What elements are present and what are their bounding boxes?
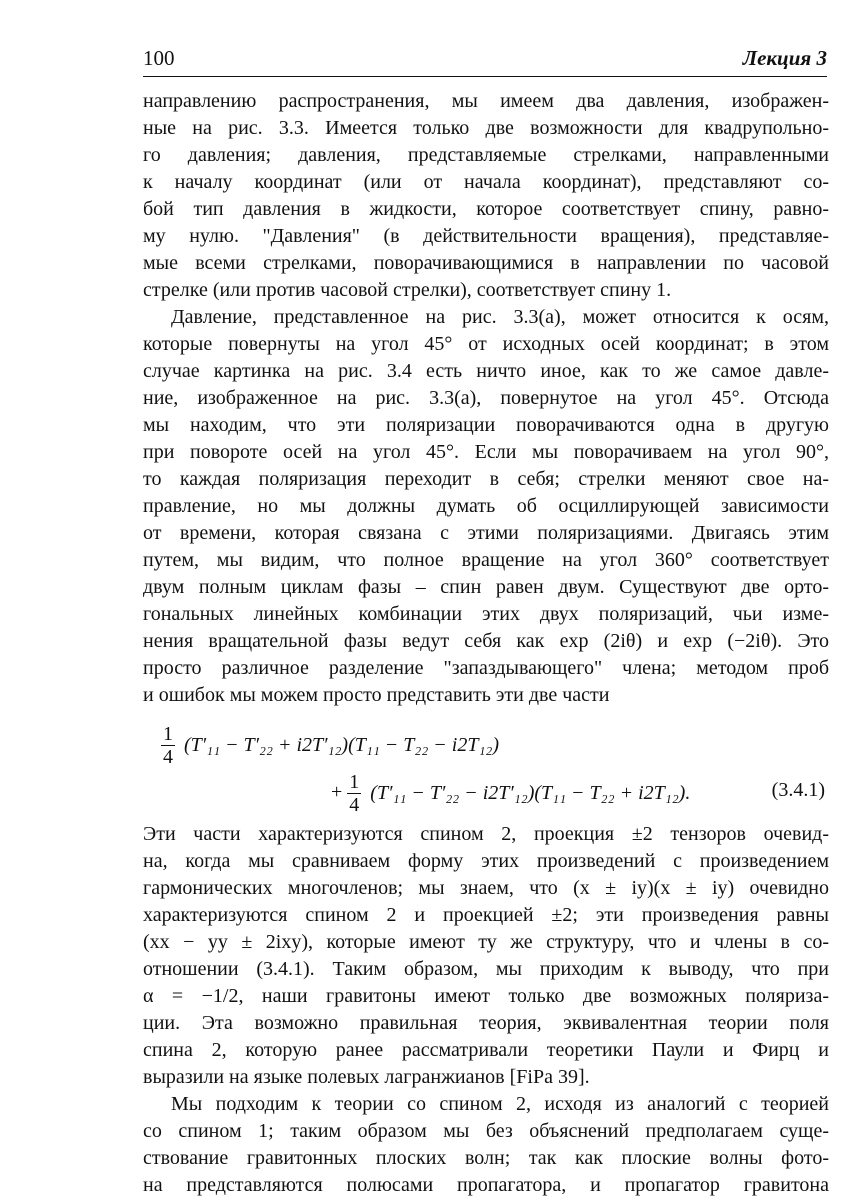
paragraph-2 [143,304,829,709]
plus-sign: + [331,781,343,804]
text-line: Давление, представленное на рис. 3.3(a), может относится к осям, [171,306,829,328]
text-line: мы находим, что эти поляризации поворачиваются одна в другую [143,414,829,436]
text-line: му нулю. "Давления" (в действительности вращения), представляе- [143,225,829,247]
text-line: стрелке (или против часовой стрелки), соответствует спину 1. [143,279,672,301]
text-line: спина 2, которую ранее рассматривали теоретики Паули и Фирц и [143,1039,829,1061]
fraction-denominator: 4 [349,794,360,816]
text-line: выразили на языке полевых лагранжианов [FiPa 39]. [143,1066,590,1088]
text-line: то каждая поляризация переходит в себя; стрелки меняют свое на- [143,468,829,490]
equation-3-4-1 [143,717,829,817]
text-line: бой тип давления в жидкости, которое соответствует спину, равно- [143,198,829,220]
text-line: характеризуются спином 2 и проекцией ±2; эти произведения равны [143,904,829,926]
page-number: 100 [143,46,175,70]
text-line: ствование гравитонных плоских волн; так как плоские волны фото- [143,1147,829,1169]
text-line: нения вращательной фазы ведут себя как exp (2iθ) и exp (−2iθ). Это [143,630,829,652]
text-line: на, когда мы сравниваем форму этих произведений с произведением [143,850,829,872]
equation-line-1 [161,723,499,768]
text-line: к началу координат (или от начала координат), представляют со- [143,171,829,193]
text-line: Мы подходим к теории со спином 2, исходя из аналогий с теорией [171,1093,829,1115]
fraction-numerator: 1 [163,723,173,745]
body-text [143,88,829,1199]
text-line: при повороте осей на угол 45°. Если мы поворачиваем на угол 90°, [143,441,829,463]
fraction-numerator: 1 [349,771,360,793]
text-line: ние, изображенное на рис. 3.3(a), повернутое на угол 45°. Отсюда [143,387,829,409]
equation-number: (3.4.1) [771,779,825,801]
fraction-one-quarter [161,723,175,768]
equation-line-2 [331,771,690,816]
text-line: Эти части характеризуются спином 2, проекция ±2 тензоров очевид- [143,823,829,845]
text-line: направлению распространения, мы имеем два давления, изображен- [143,90,829,112]
paragraph-3 [143,821,829,1091]
text-line: со спином 1; таким образом мы без объяснений предполагаем суще- [143,1120,829,1142]
text-line: гармонических многочленов; мы знаем, что (x ± iy)(x ± iy) очевидно [143,877,829,899]
text-line: на представляются полюсами пропагатора, и пропагатор гравитона [143,1174,829,1196]
running-title: Лекция 3 [742,46,827,70]
paragraph-1 [143,88,829,304]
text-line: путем, мы видим, что полное вращение на угол 360° соответствует [143,549,829,571]
equation-expression: (T′₁₁ − T′₂₂ − i2T′₁₂)(T₁₁ − T₂₂ + i2T₁₂). [370,782,691,804]
paragraph-4 [143,1091,829,1199]
text-line: α = −1/2, наши гравитоны имеют только две возможных поляриза- [143,985,829,1007]
fraction-one-quarter [347,771,361,816]
text-line: от времени, которая связана с этими поляризациями. Двигаясь этим [143,522,829,544]
text-line: случае картинка на рис. 3.4 есть ничто иное, как то же самое давле- [143,360,829,382]
text-line: мые всеми стрелками, поворачивающимися в направлении по часовой [143,252,829,274]
text-line: гональных линейных комбинации этих двух поляризаций, чьи изме- [143,603,829,625]
text-line: и ошибок мы можем просто представить эти две части [143,684,610,706]
text-line: правление, но мы должны думать об осциллирующей зависимости [143,495,829,517]
text-line: ции. Эта возможно правильная теория, эквивалентная теории поля [143,1012,829,1034]
text-line: которые повернуты на угол 45° от исходных осей координат; в этом [143,333,829,355]
equation-expression: (T′₁₁ − T′₂₂ + i2T′₁₂)(T₁₁ − T₂₂ − i2T₁₂) [184,734,500,756]
text-line: отношении (3.4.1). Таким образом, мы приходим к выводу, что при [143,958,829,980]
text-line: ные на рис. 3.3. Имеется только две возможности для квадрупольно- [143,117,829,139]
fraction-denominator: 4 [163,746,173,768]
text-line: двум полным циклам фазы – спин равен двум. Существуют две орто- [143,576,829,598]
text-line: го давления; давления, представляемые стрелками, направленными [143,144,829,166]
running-head [143,42,827,77]
text-line: просто различное разделение "запаздывающего" члена; методом проб [143,657,829,679]
text-line: (xx − yy ± 2ixy), которые имеют ту же структуру, что и члены в со- [143,931,829,953]
